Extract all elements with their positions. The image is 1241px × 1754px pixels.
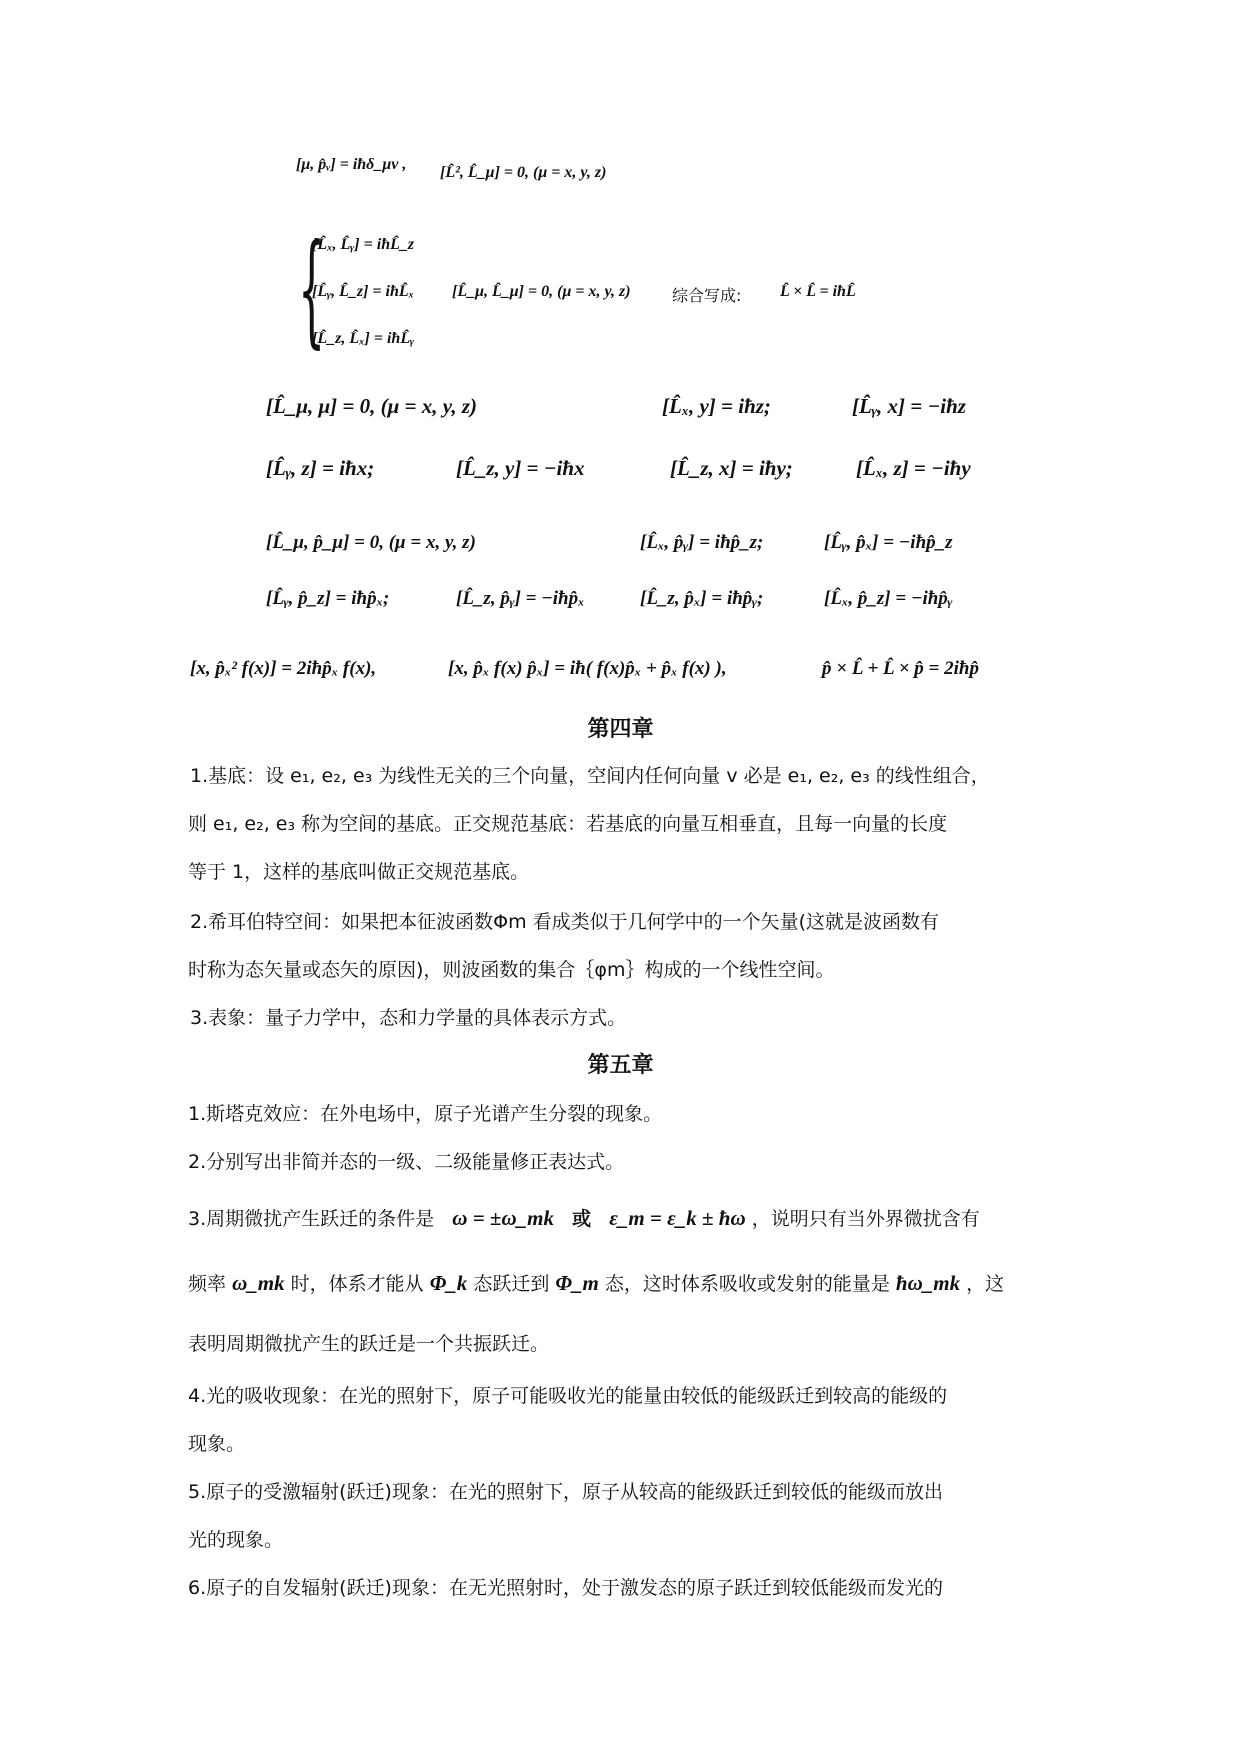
ch5-p3b-t5: ，这 xyxy=(966,1273,1005,1295)
ch5-p5b: 光的现象。 xyxy=(188,1529,284,1551)
formula-b4: [L̂ᵧ, p̂_z] = iħp̂ₓ; xyxy=(266,588,390,609)
ch5-p5: 5.原子的受激辐射(跃迁)现象：在光的照射下，原子从较高的能级跃迁到较低的能级而放出 xyxy=(188,1481,943,1503)
formula-a7: [L̂ₓ, z] = −iħy xyxy=(856,456,971,480)
ch5-p3b-t4: 态，这时体系吸收或发射的能量是 xyxy=(604,1273,890,1295)
ch5-p3 xyxy=(188,1186,1058,1251)
ch5-p3-formula2: ε_m = ε_k ± ħω xyxy=(609,1206,746,1230)
formula-a5: [L̂_z, y] = −iħx xyxy=(456,456,585,480)
formula-r1b: [L̂², L̂_μ] = 0, (μ = x, y, z) xyxy=(440,164,607,181)
ch5-p6: 6.原子的自发辐射(跃迁)现象：在无光照射时，处于激发态的原子跃迁到较低能级而发光的 xyxy=(188,1577,943,1599)
ch5-p3b-f3: Φ_m xyxy=(555,1271,599,1295)
formula-sys3: [L̂_z, L̂ₓ] = iħL̂ᵧ xyxy=(312,330,415,347)
ch5-p4: 4.光的吸收现象：在光的照射下，原子可能吸收光的能量由较低的能级跃迁到较高的能级的 xyxy=(188,1385,948,1407)
brace-symbol: { xyxy=(298,218,326,360)
formula-b7: [L̂ₓ, p̂_z] = −iħp̂ᵧ xyxy=(824,588,953,609)
ch5-p3b-f2: Φ_k xyxy=(429,1271,468,1295)
formula-r1a: [μ, p̂ᵥ] = iħδ_μν , xyxy=(296,156,407,173)
formula-b3: [L̂ᵧ, p̂ₓ] = −iħp̂_z xyxy=(824,532,953,553)
ch5-p2: 2.分别写出非简并态的一级、二级能量修正表达式。 xyxy=(188,1151,625,1173)
formula-b1: [L̂_μ, p̂_μ] = 0, (μ = x, y, z) xyxy=(266,532,476,553)
chapter5-title: 第五章 xyxy=(587,1053,654,1078)
formula-sys1: [L̂ₓ, L̂ᵧ] = iħL̂_z xyxy=(312,236,415,253)
ch5-p3c: 表明周期微扰产生的跃迁是一个共振跃迁。 xyxy=(188,1333,550,1355)
ch5-p3-formula1: ω = ±ω_mk xyxy=(452,1206,554,1230)
ch5-p3b-t2: 时，体系才能从 xyxy=(290,1273,424,1295)
formula-c3: p̂ × L̂ + L̂ × p̂ = 2iħp̂ xyxy=(822,658,979,679)
chapter5-body xyxy=(188,1090,1058,1612)
formula-sys-right: L̂ × L̂ = iħL̂ xyxy=(780,283,856,300)
formula-a3: [L̂ᵧ, x] = −iħz xyxy=(852,394,966,418)
formula-c2: [x, p̂ₓ f(x) p̂ₓ] = iħ( f(x)p̂ₓ + p̂ₓ f(x) ), xyxy=(448,658,727,679)
ch4-p2: 2.希耳伯特空间：如果把本征波函数Φm 看成类似于几何学中的一个矢量(这就是波函数有 xyxy=(190,911,940,933)
chapter4-body xyxy=(188,752,1058,1042)
ch5-p4b: 现象。 xyxy=(188,1433,246,1455)
ch5-p3b xyxy=(188,1251,1058,1316)
formula-c1: [x, p̂ₓ² f(x)] = 2iħp̂ₓ f(x), xyxy=(190,658,377,679)
ch5-p3b-t1: 频率 xyxy=(188,1273,227,1295)
ch4-p1c: 等于 1，这样的基底叫做正交规范基底。 xyxy=(188,861,530,883)
formula-a1: [L̂_μ, μ] = 0, (μ = x, y, z) xyxy=(266,394,477,418)
ch4-p1: 1.基底：设 e₁, e₂, e₃ 为线性无关的三个向量，空间内任何向量 v 必是 e₁, e₂, e₃ 的线性组合， xyxy=(190,765,990,787)
formula-b6: [L̂_z, p̂ₓ] = iħp̂ᵧ; xyxy=(640,588,764,609)
ch5-p3b-f1: ω_mk xyxy=(232,1271,285,1295)
formula-b5: [L̂_z, p̂ᵧ] = −iħp̂ₓ xyxy=(456,588,585,609)
chapter4-title: 第四章 xyxy=(587,717,654,742)
formula-a4: [L̂ᵧ, z] = iħx; xyxy=(266,456,375,480)
ch5-p1: 1.斯塔克效应：在外电场中，原子光谱产生分裂的现象。 xyxy=(188,1103,663,1125)
ch5-p3b-f4: ħω_mk xyxy=(895,1271,961,1295)
ch5-p3-or: 或 xyxy=(572,1208,592,1230)
formula-sys-label: 综合写成: xyxy=(672,286,742,305)
ch5-p3b-t3: 态跃迁到 xyxy=(473,1273,550,1295)
ch4-p1b: 则 e₁, e₂, e₃ 称为空间的基底。正交规范基底：若基底的向量互相垂直，且每一向量的长度 xyxy=(188,813,948,835)
formula-sys-mid: [L̂_μ, L̂_μ] = 0, (μ = x, y, z) xyxy=(452,283,631,300)
formula-a6: [L̂_z, x] = iħy; xyxy=(670,456,793,480)
ch5-p3-pre: 3.周期微扰产生跃迁的条件是 xyxy=(188,1208,435,1230)
ch5-p3-post: ，说明只有当外界微扰含有 xyxy=(751,1208,980,1230)
ch4-p3: 3.表象：量子力学中，态和力学量的具体表示方式。 xyxy=(190,1007,627,1029)
formula-a2: [L̂ₓ, y] = iħz; xyxy=(662,394,771,418)
ch4-p2b: 时称为态矢量或态矢的原因)，则波函数的集合｛φm｝构成的一个线性空间。 xyxy=(188,959,835,981)
formula-b2: [L̂ₓ, p̂ᵧ] = iħp̂_z; xyxy=(640,532,764,553)
formula-sys2: [L̂ᵧ, L̂_z] = iħL̂ₓ xyxy=(312,283,415,300)
